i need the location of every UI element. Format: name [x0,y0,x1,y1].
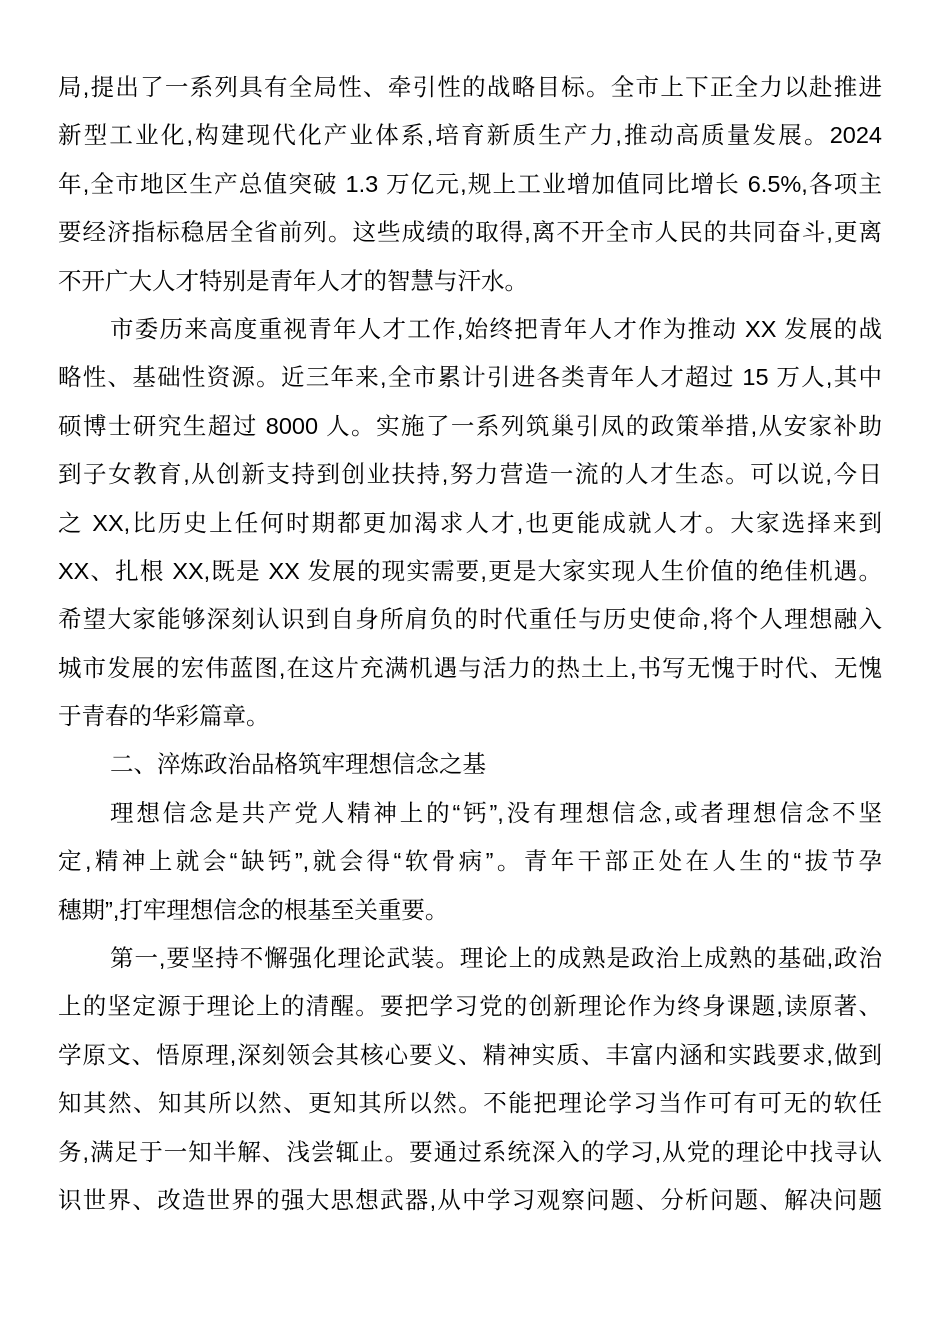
text-line: 城市发展的宏伟蓝图,在这片充满机遇与活力的热土上,书写无愧于时代、无愧 [58,654,882,681]
text-line: 识世界、改造世界的强大思想武器,从中学习观察问题、分析问题、解决问题 [58,1186,882,1213]
paragraph [58,934,882,1224]
text-line: 上的坚定源于理论上的清醒。要把学习党的创新理论作为终身课题,读原著、 [58,993,882,1020]
paragraph [58,789,882,934]
text-line: 略性、基础性资源。近三年来,全市累计引进各类青年人才超过 15 万人,其中 [58,364,882,391]
text-line: 于青春的华彩篇章。 [58,703,270,730]
text-line: 年,全市地区生产总值突破 1.3 万亿元,规上工业增加值同比增长 6.5%,各项主 [58,170,882,197]
text-line: 到子女教育,从创新支持到创业扶持,努力营造一流的人才生态。可以说,今日 [58,461,882,488]
text-line: 学原文、悟原理,深刻领会其核心要义、精神实质、丰富内涵和实践要求,做到 [58,1041,882,1068]
text-line: 务,满足于一知半解、浅尝辄止。要通过系统深入的学习,从党的理论中找寻认 [58,1138,882,1165]
text-line: 之 XX,比历史上任何时期都更加渴求人才,也更能成就人才。大家选择来到 [58,509,882,536]
text-line: 第一,要坚持不懈强化理论武装。理论上的成熟是政治上成熟的基础,政治 [110,945,882,972]
text-line: 要经济指标稳居全省前列。这些成绩的取得,离不开全市人民的共同奋斗,更离 [58,219,882,246]
text-line: 知其然、知其所以然、更知其所以然。不能把理论学习当作可有可无的软任 [58,1090,882,1117]
text-line: XX、扎根 XX,既是 XX 发展的现实需要,更是大家实现人生价值的绝佳机遇。 [58,557,882,584]
text-line: 硕博士研究生超过 8000 人。实施了一系列筑巢引凤的政策举措,从安家补助 [58,412,882,439]
text-line: 二、淬炼政治品格筑牢理想信念之基 [110,751,486,778]
text-line: 希望大家能够深刻认识到自身所肩负的时代重任与历史使命,将个人理想融入 [58,606,882,633]
text-line: 定,精神上就会“缺钙”,就会得“软骨病”。青年干部正处在人生的“拔节孕 [58,848,882,875]
document-text [58,63,882,1224]
paragraph [58,63,882,305]
section-heading [58,740,882,788]
text-line: 局,提出了一系列具有全局性、牵引性的战略目标。全市上下正全力以赴推进 [58,74,882,100]
text-line: 市委历来高度重视青年人才工作,始终把青年人才作为推动 XX 发展的战 [110,315,882,342]
text-line: 新型工业化,构建现代化产业体系,培育新质生产力,推动高质量发展。2024 [58,122,882,149]
text-line: 理想信念是共产党人精神上的“钙”,没有理想信念,或者理想信念不坚 [110,799,882,826]
paragraph [58,305,882,741]
text-line: 不开广大人才特别是青年人才的智慧与汗水。 [58,267,528,294]
text-line: 穗期”,打牢理想信念的根基至关重要。 [58,896,449,923]
